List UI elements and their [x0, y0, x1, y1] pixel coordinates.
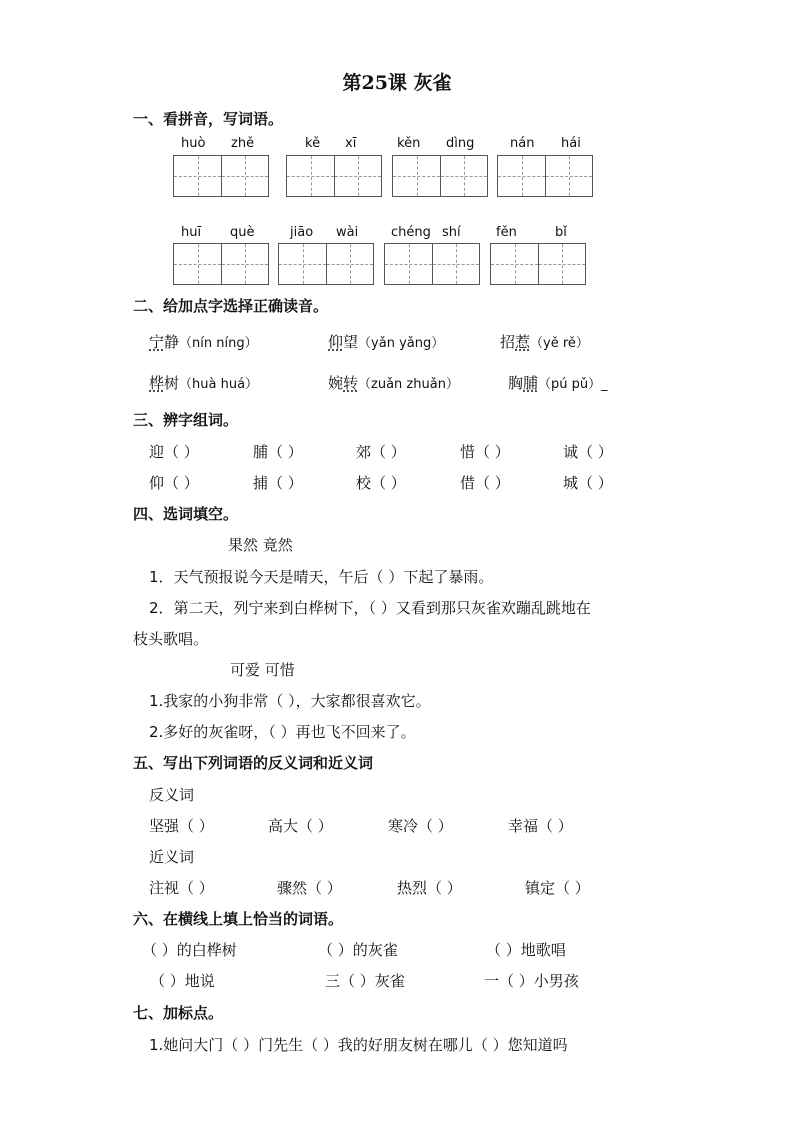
word-choices: 可爱 可惜 — [230, 661, 295, 679]
reading-item: 招惹（yě rě） — [500, 333, 589, 351]
pinyin: zhě — [231, 136, 255, 151]
subheading-synonym: 近义词 — [149, 848, 195, 866]
fill-blank[interactable]: 热烈（ ） — [397, 879, 462, 897]
writing-grid[interactable] — [173, 243, 269, 285]
pinyin: huī — [181, 225, 202, 240]
writing-grid[interactable] — [392, 155, 488, 197]
fill-blank[interactable]: 寒冷（ ） — [388, 817, 453, 835]
reading-item: 婉转（zuǎn zhuǎn） — [328, 374, 459, 392]
pinyin: què — [230, 225, 255, 240]
pinyin: dìng — [446, 136, 475, 151]
question-text[interactable]: 2.多好的灰雀呀，（ ）再也飞不回来了。 — [149, 723, 416, 741]
writing-grid[interactable] — [490, 243, 586, 285]
reading-item: 宁静（nín níng） — [149, 333, 258, 351]
fill-blank[interactable]: 校（ ） — [356, 474, 406, 492]
section-3-heading: 三、辨字组词。 — [133, 411, 239, 429]
pinyin: shí — [442, 225, 461, 240]
section-7-heading: 七、加标点。 — [133, 1004, 224, 1022]
word-choices: 果然 竟然 — [228, 536, 293, 554]
fill-blank[interactable]: 城（ ） — [563, 474, 613, 492]
pinyin: nán — [510, 136, 535, 151]
writing-grid[interactable] — [278, 243, 374, 285]
pinyin: kěn — [397, 136, 421, 151]
fill-blank[interactable]: 高大（ ） — [268, 817, 333, 835]
writing-grid[interactable] — [286, 155, 382, 197]
question-text[interactable]: 2．第二天，列宁来到白桦树下，（ ）又看到那只灰雀欢蹦乱跳地在 — [149, 599, 591, 617]
fill-blank[interactable]: 镇定（ ） — [525, 879, 590, 897]
fill-blank[interactable]: （ ）的灰雀 — [318, 941, 398, 959]
pinyin: fěn — [496, 225, 517, 240]
question-text: 枝头歌唱。 — [133, 630, 209, 648]
subheading-antonym: 反义词 — [149, 786, 195, 804]
section-2-heading: 二、给加点字选择正确读音。 — [133, 297, 329, 315]
fill-blank[interactable]: 三（ ）灰雀 — [325, 972, 405, 990]
reading-item: 仰望（yǎn yǎng） — [328, 333, 445, 351]
fill-blank[interactable]: 迎（ ） — [149, 443, 199, 461]
fill-blank[interactable]: 脯（ ） — [253, 443, 303, 461]
fill-blank[interactable]: 借（ ） — [460, 474, 510, 492]
fill-blank[interactable]: 一（ ）小男孩 — [484, 972, 579, 990]
section-1-heading: 一、看拼音，写词语。 — [133, 110, 284, 128]
pinyin: jiāo — [290, 225, 314, 240]
pinyin: wài — [336, 225, 359, 240]
question-text[interactable]: 1．天气预报说今天是晴天，午后（ ）下起了暴雨。 — [149, 568, 494, 586]
pinyin: bǐ — [555, 225, 567, 240]
fill-blank[interactable]: 坚强（ ） — [149, 817, 214, 835]
pinyin: xī — [345, 136, 357, 151]
reading-item: 桦树（huà huá） — [149, 374, 259, 392]
pinyin: chéng — [391, 225, 431, 240]
fill-blank[interactable]: 捕（ ） — [253, 474, 303, 492]
fill-blank[interactable]: （ ）的白桦树 — [142, 941, 237, 959]
fill-blank[interactable]: 幸福（ ） — [508, 817, 573, 835]
writing-grid[interactable] — [173, 155, 269, 197]
section-4-heading: 四、选词填空。 — [133, 505, 239, 523]
fill-blank[interactable]: 仰（ ） — [149, 474, 199, 492]
question-text[interactable]: 1.我家的小狗非常（ ），大家都很喜欢它。 — [149, 692, 431, 710]
page-title: 第25课 灰雀 — [342, 72, 452, 94]
reading-item: 胸脯（pú pǔ）_ — [508, 374, 608, 392]
fill-blank[interactable]: 注视（ ） — [149, 879, 214, 897]
pinyin: kě — [305, 136, 321, 151]
fill-blank[interactable]: 惜（ ） — [460, 443, 510, 461]
fill-blank[interactable]: 骤然（ ） — [277, 879, 342, 897]
writing-grid[interactable] — [384, 243, 480, 285]
section-5-heading: 五、写出下列词语的反义词和近义词 — [133, 754, 374, 772]
pinyin: huò — [181, 136, 206, 151]
fill-blank[interactable]: （ ）地说 — [150, 972, 215, 990]
fill-blank[interactable]: 郊（ ） — [356, 443, 406, 461]
writing-grid[interactable] — [497, 155, 593, 197]
question-text[interactable]: 1.她问大门（ ）门先生（ ）我的好朋友树在哪儿（ ）您知道吗 — [149, 1036, 568, 1054]
pinyin: hái — [561, 136, 581, 151]
fill-blank[interactable]: （ ）地歌唱 — [486, 941, 566, 959]
fill-blank[interactable]: 诚（ ） — [563, 443, 613, 461]
section-6-heading: 六、在横线上填上恰当的词语。 — [133, 910, 344, 928]
